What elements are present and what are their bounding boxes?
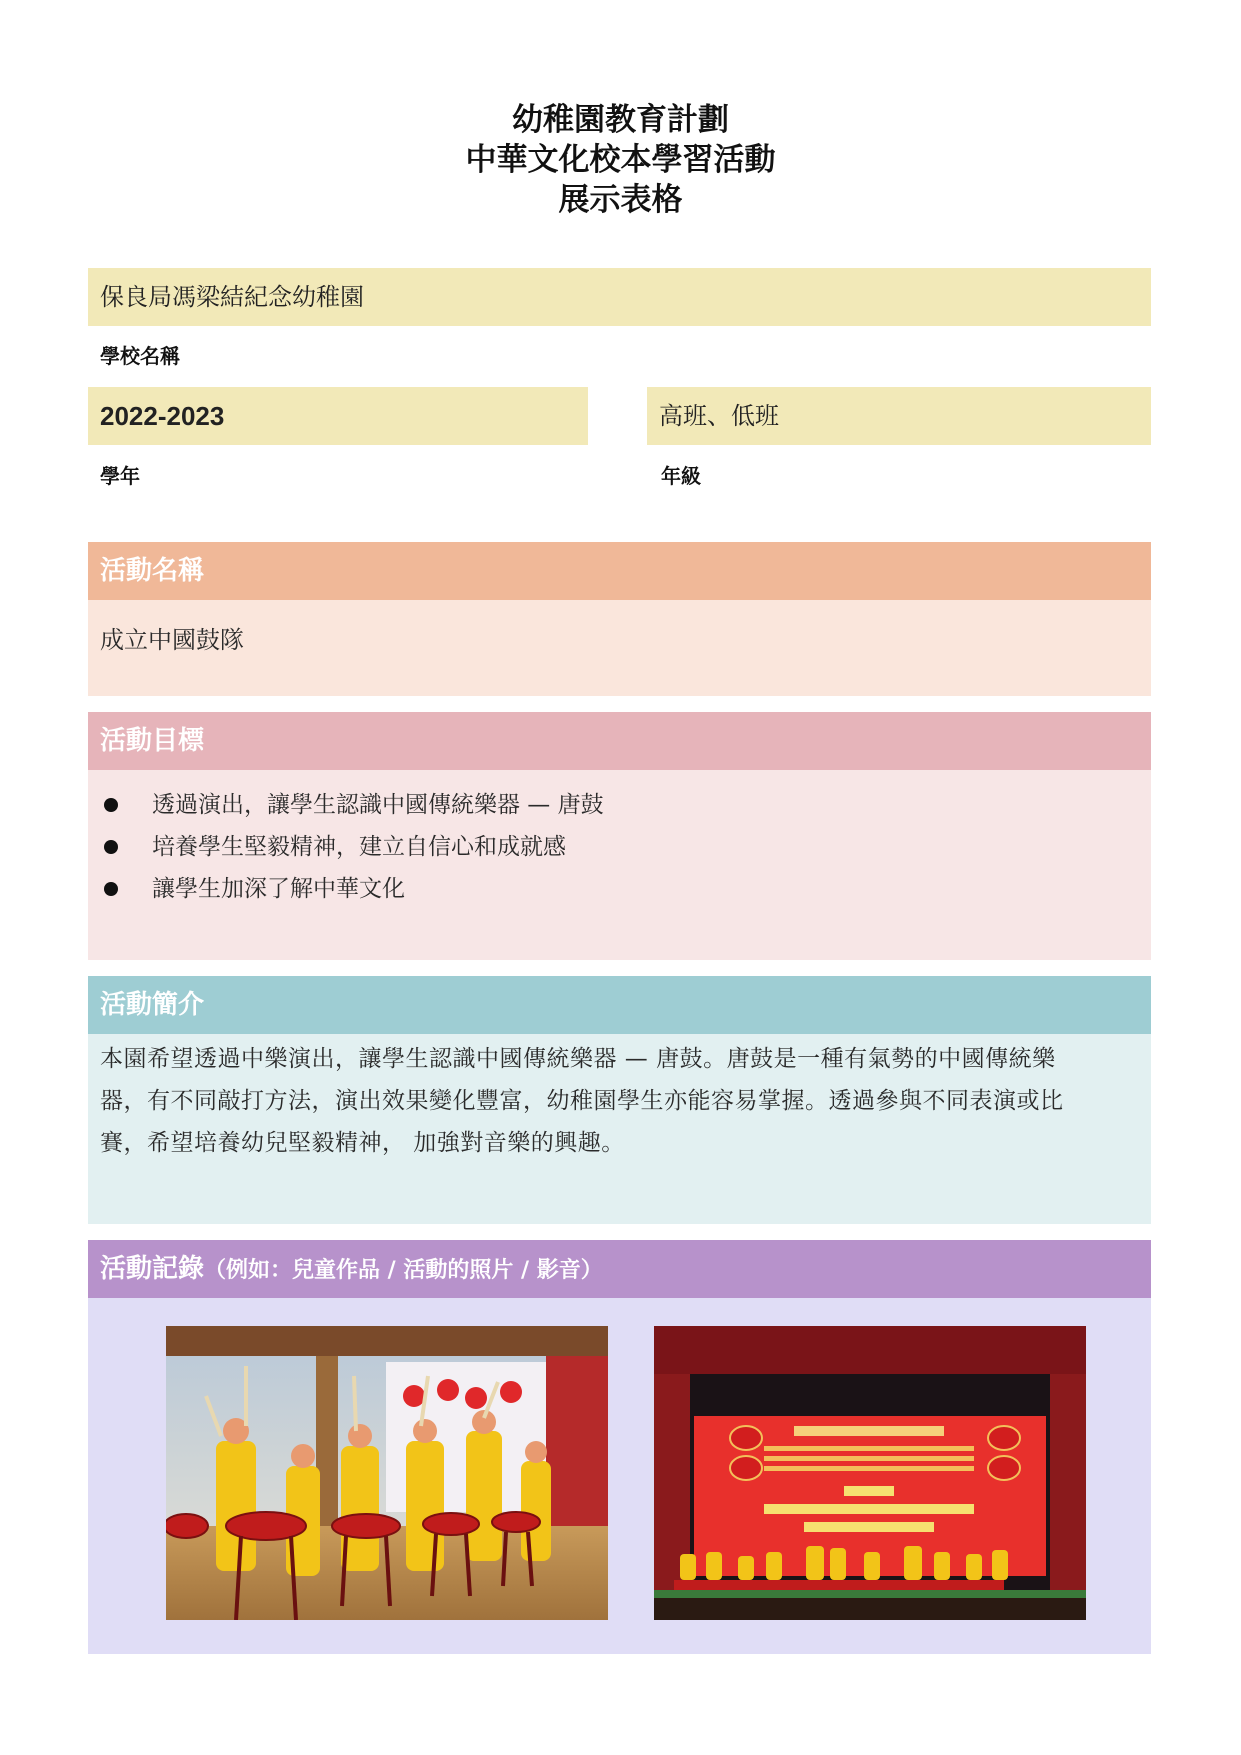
stage-photo-image (654, 1326, 1086, 1620)
activity-name-value: 成立中國鼓隊 (100, 626, 244, 654)
grade-field (647, 387, 1151, 445)
title-line-1: 幼稚園教育計劃 (512, 102, 729, 138)
introduction-paragraph (100, 1038, 1139, 1164)
records-subheading: （例如：兒童作品 / 活動的照片 / 影音） (204, 1258, 603, 1283)
school-name-field (88, 268, 1151, 326)
drum-team-rehearsal-photo (166, 1326, 608, 1620)
grade-label: 年級 (661, 464, 701, 488)
objective-item (102, 784, 604, 826)
records-body (88, 1298, 1151, 1654)
title-line-2: 中華文化校本學習活動 (465, 142, 776, 178)
introduction-line: 器，有不同敲打方法，演出效果變化豐富，幼稚園學生亦能容易掌握。透過參與不同表演或比 (100, 1088, 1064, 1114)
introduction-line: 賽，希望培養幼兒堅毅精神， 加強對音樂的興趣。 (100, 1130, 625, 1156)
school-year-value: 2022-2023 (100, 401, 225, 431)
drum-team-stage-performance-photo (654, 1326, 1086, 1620)
objectives-body (88, 770, 1151, 960)
school-name-value: 保良局馮梁結紀念幼稚園 (100, 283, 364, 311)
records-heading: 活動記錄 (100, 1254, 205, 1284)
introduction-body (88, 1034, 1151, 1224)
document-title (0, 100, 1241, 220)
activity-name-header (88, 542, 1151, 600)
bullet-icon (104, 840, 118, 854)
bullet-icon (104, 882, 118, 896)
introduction-header (88, 976, 1151, 1034)
title-line-3: 展示表格 (558, 182, 683, 218)
school-year-label: 學年 (100, 464, 140, 488)
records-header (88, 1240, 1151, 1298)
grade-value: 高班、低班 (659, 402, 779, 430)
objective-text: 透過演出，讓學生認識中國傳統樂器 — 唐鼓 (152, 792, 604, 818)
objective-text: 讓學生加深了解中華文化 (152, 876, 405, 902)
school-name-label: 學校名稱 (100, 344, 180, 368)
rehearsal-photo-image (166, 1326, 608, 1620)
bullet-icon (104, 798, 118, 812)
activity-name-body (88, 600, 1151, 696)
introduction-heading: 活動簡介 (100, 990, 205, 1020)
objectives-list (102, 784, 604, 910)
introduction-line: 本園希望透過中樂演出，讓學生認識中國傳統樂器 — 唐鼓。唐鼓是一種有氣勢的中國傳統樂 (100, 1046, 1056, 1072)
objective-item (102, 868, 604, 910)
objective-text: 培養學生堅毅精神，建立自信心和成就感 (152, 834, 566, 860)
activity-name-heading: 活動名稱 (100, 556, 205, 586)
objective-item (102, 826, 604, 868)
records-heading-wrap (100, 1240, 603, 1300)
objectives-header (88, 712, 1151, 770)
objectives-heading: 活動目標 (100, 726, 205, 756)
school-year-field (88, 387, 588, 445)
